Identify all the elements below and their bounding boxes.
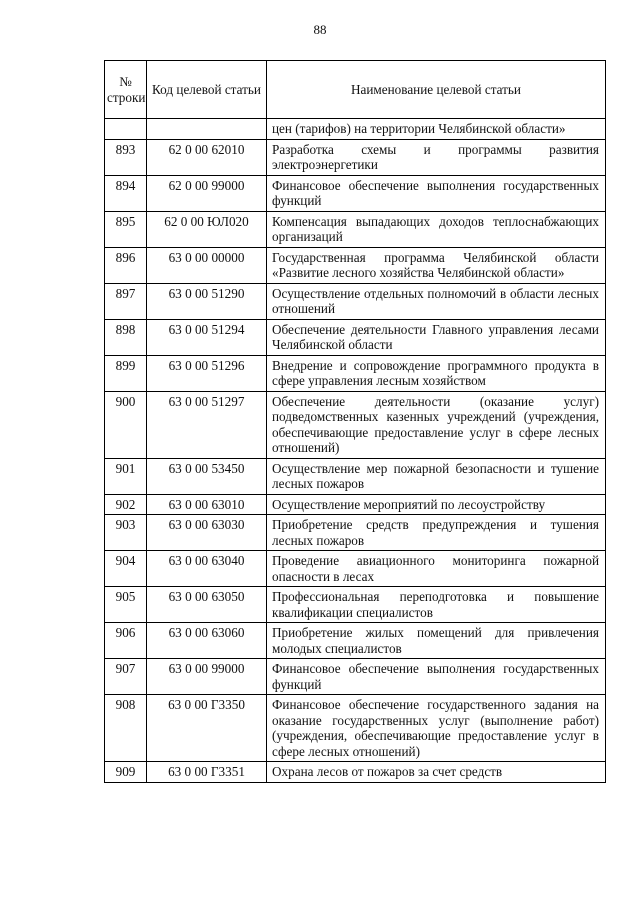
- target-code: 63 0 00 63060: [147, 623, 267, 659]
- header-name: Наименование целевой статьи: [267, 61, 606, 119]
- target-code: 63 0 00 53450: [147, 458, 267, 494]
- target-name: Финансовое обеспечение выполнения государственных функций: [267, 175, 606, 211]
- target-name: Осуществление мероприятий по лесоустройству: [267, 494, 606, 515]
- target-name: Осуществление отдельных полномочий в области лесных отношений: [267, 283, 606, 319]
- table-row: [105, 551, 606, 587]
- table-row: [105, 175, 606, 211]
- row-number: 897: [105, 283, 147, 319]
- target-name: Приобретение жилых помещений для привлечения молодых специалистов: [267, 623, 606, 659]
- target-code: 63 0 00 51294: [147, 319, 267, 355]
- target-name: Компенсация выпадающих доходов теплоснабжающих организаций: [267, 211, 606, 247]
- table-row: [105, 458, 606, 494]
- table-row: [105, 319, 606, 355]
- target-code: 62 0 00 99000: [147, 175, 267, 211]
- target-items-table: [104, 60, 606, 783]
- table-header-row: [105, 61, 606, 119]
- target-code: 62 0 00 ЮЛ020: [147, 211, 267, 247]
- row-number: [105, 119, 147, 140]
- target-name: Охрана лесов от пожаров за счет средств: [267, 762, 606, 783]
- target-name: Профессиональная переподготовка и повышение квалификации специалистов: [267, 587, 606, 623]
- target-code: 63 0 00 99000: [147, 659, 267, 695]
- row-number: 907: [105, 659, 147, 695]
- target-name: Осуществление мер пожарной безопасности и тушение лесных пожаров: [267, 458, 606, 494]
- table-row: [105, 211, 606, 247]
- target-code: 63 0 00 51296: [147, 355, 267, 391]
- row-number: 903: [105, 515, 147, 551]
- row-number: 902: [105, 494, 147, 515]
- row-number: 905: [105, 587, 147, 623]
- target-code: [147, 119, 267, 140]
- target-name: Государственная программа Челябинской области «Развитие лесного хозяйства Челябинской области»: [267, 247, 606, 283]
- target-name: Обеспечение деятельности Главного управления лесами Челябинской области: [267, 319, 606, 355]
- table-row: [105, 762, 606, 783]
- table-row: [105, 247, 606, 283]
- header-code: Код целевой статьи: [147, 61, 267, 119]
- row-number: 895: [105, 211, 147, 247]
- table-row: [105, 391, 606, 458]
- target-name: Финансовое обеспечение государственного задания на оказание государственных услуг (выполнение работ) (учреждения, обеспечивающие предоставление услуг в сфере лесных отношений): [267, 695, 606, 762]
- target-name: Обеспечение деятельности (оказание услуг) подведомственных казенных учреждений (учреждения, обеспечивающие предоставление услуг в сфере лесных отношений): [267, 391, 606, 458]
- row-number: 901: [105, 458, 147, 494]
- target-name: Финансовое обеспечение выполнения государственных функций: [267, 659, 606, 695]
- target-code: 63 0 00 51290: [147, 283, 267, 319]
- table-row: [105, 515, 606, 551]
- table-row: [105, 695, 606, 762]
- target-name: Внедрение и сопровождение программного продукта в сфере управления лесным хозяйством: [267, 355, 606, 391]
- table-row: [105, 623, 606, 659]
- target-name: Приобретение средств предупреждения и тушения лесных пожаров: [267, 515, 606, 551]
- row-number: 909: [105, 762, 147, 783]
- target-code: 63 0 00 Г3351: [147, 762, 267, 783]
- target-code: 63 0 00 63040: [147, 551, 267, 587]
- row-number: 908: [105, 695, 147, 762]
- row-number: 904: [105, 551, 147, 587]
- row-number: 906: [105, 623, 147, 659]
- target-name: Проведение авиационного мониторинга пожарной опасности в лесах: [267, 551, 606, 587]
- target-code: 63 0 00 63030: [147, 515, 267, 551]
- table-row: [105, 119, 606, 140]
- row-number: 893: [105, 139, 147, 175]
- target-code: 63 0 00 63010: [147, 494, 267, 515]
- row-number: 896: [105, 247, 147, 283]
- table-row: [105, 355, 606, 391]
- target-code: 63 0 00 00000: [147, 247, 267, 283]
- row-number: 899: [105, 355, 147, 391]
- target-code: 63 0 00 51297: [147, 391, 267, 458]
- target-name: Разработка схемы и программы развития электроэнергетики: [267, 139, 606, 175]
- table-row: [105, 283, 606, 319]
- target-code: 63 0 00 Г3350: [147, 695, 267, 762]
- target-code: 62 0 00 62010: [147, 139, 267, 175]
- target-code: 63 0 00 63050: [147, 587, 267, 623]
- table-row: [105, 139, 606, 175]
- row-number: 894: [105, 175, 147, 211]
- header-row-number: № строки: [105, 61, 147, 119]
- page-number: 88: [313, 22, 327, 37]
- row-number: 898: [105, 319, 147, 355]
- table-row: [105, 494, 606, 515]
- target-name: цен (тарифов) на территории Челябинской области»: [267, 119, 606, 140]
- row-number: 900: [105, 391, 147, 458]
- table-row: [105, 587, 606, 623]
- table-row: [105, 659, 606, 695]
